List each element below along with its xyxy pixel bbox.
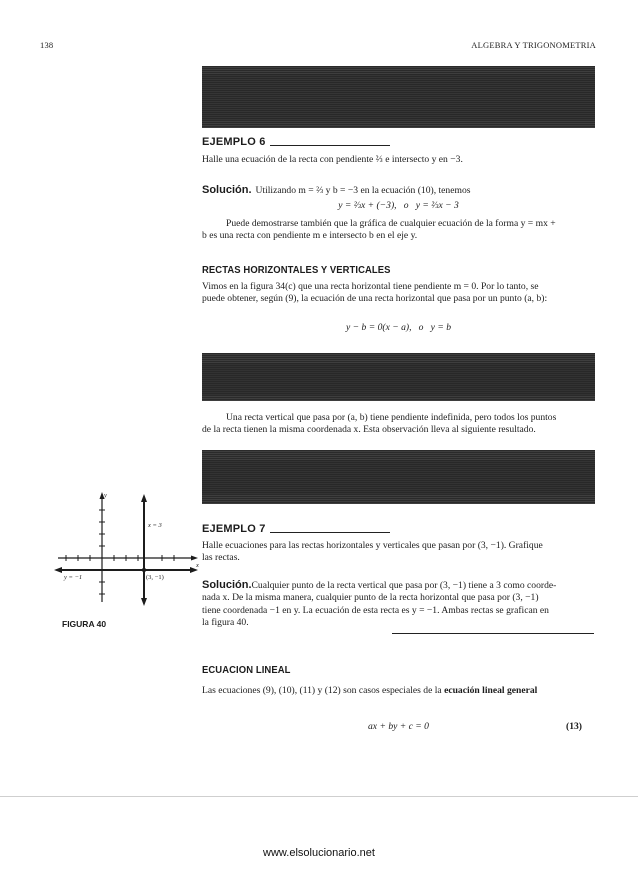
horizontal-line-2: puede obtener, según (9), la ecuación de una recta horizontal que pasa por un punto (a, b):	[202, 293, 548, 305]
intersection-point	[142, 568, 146, 572]
fig-horizontal-line-label: y = −1	[64, 574, 83, 581]
running-title: ALGEBRA Y TRIGONOMETRIA	[471, 40, 596, 50]
solution-text: Utilizando m = ⅔ y b = −3 en la ecuación (10), tenemos	[255, 185, 471, 196]
example-7-solution	[202, 578, 595, 630]
page-number: 138	[40, 40, 54, 50]
figure-40-caption: FIGURA 40	[62, 619, 107, 629]
example-7-end-rule	[392, 633, 594, 634]
x-axis-arrow-icon	[191, 556, 198, 561]
section-linear-title: ECUACION LINEAL	[202, 664, 291, 676]
horizontal-line-1: Vimos en la figura 34(c) que una recta horizontal tiene pendiente m = 0. Por lo tanto, se	[202, 281, 539, 292]
vertical-line-bottom-arrow-icon	[141, 598, 147, 606]
fig-y-label: y	[104, 492, 107, 499]
linear-text-before: Las ecuaciones (9), (10), (11) y (12) son casos especiales de la	[202, 685, 445, 696]
footer-website-link[interactable]: www.elsolucionario.net	[263, 847, 375, 859]
example-6-solution	[202, 180, 602, 198]
section-horizontal-title: RECTAS HORIZONTALES Y VERTICALES	[202, 264, 391, 276]
horizontal-line-left-arrow-icon	[54, 567, 62, 573]
example-7-title: EJEMPLO 7	[202, 523, 266, 535]
shaded-box-top	[202, 66, 595, 128]
example-6-prompt: Halle una ecuación de la recta con pendiente ⅔ e intersecto y en −3.	[202, 154, 463, 165]
shaded-box-lower	[202, 450, 595, 504]
vertical-paragraph	[202, 412, 595, 437]
fig-x-label: x	[196, 562, 199, 569]
vertical-line-top-arrow-icon	[141, 494, 147, 502]
example-7-solution-line-3: tiene coordenada −1 en y. La ecuación de esta recta es y = −1. Ambas rectas se grafican en	[202, 604, 549, 616]
figure-40-graph	[52, 490, 202, 608]
example-7-prompt-line-1: Halle ecuaciones para las rectas horizontales y verticales que pasan por (3, −1). Grafique	[202, 540, 543, 551]
note-line-2: b es una recta con pendiente m e intersecto b en el eje y.	[202, 230, 418, 242]
example-7-solution-line-2: nada x. De la misma manera, cualquier punto de la recta horizontal que pasa por (3, −1)	[202, 592, 539, 604]
example-7-rule	[270, 532, 390, 533]
linear-equation: ax + by + c = 0	[368, 721, 429, 732]
example-7-solution-line-1: Cualquier punto de la recta vertical que pasa por (3, −1) tiene a 3 como coorde-	[251, 580, 557, 591]
fig-point-label: (3, −1)	[146, 574, 164, 581]
section-linear-text	[202, 685, 602, 697]
shaded-box-middle	[202, 353, 595, 401]
vertical-line-1: Una recta vertical que pasa por (a, b) tiene pendiente indefinida, pero todos los puntos	[226, 412, 557, 423]
linear-text-bold: ecuación lineal general	[444, 685, 538, 696]
vertical-line-2: de la recta tienen la misma coordenada x. Esta observación lleva al siguiente resultado.	[202, 424, 536, 436]
linear-equation-number: (13)	[566, 721, 582, 732]
fig-vertical-line-label: x = 3	[148, 522, 162, 529]
example-6-note	[202, 218, 595, 243]
section-horizontal-text	[202, 281, 595, 306]
horizontal-equation: y − b = 0(x − a), o y = b	[345, 322, 452, 333]
scan-edge-line	[0, 796, 638, 797]
note-line-1: Puede demostrarse también que la gráfica de cualquier ecuación de la forma y = mx +	[226, 218, 556, 229]
example-6-rule	[270, 145, 390, 146]
example-7-prompt	[202, 540, 595, 565]
example-6-equation: y = ⅔x + (−3), o y = ⅔x − 3	[338, 200, 459, 211]
example-7-solution-label: Solución.	[202, 579, 252, 591]
example-6-title: EJEMPLO 6	[202, 136, 266, 148]
example-7-prompt-line-2: las rectas.	[202, 552, 240, 564]
example-7-solution-line-4: la figura 40.	[202, 617, 249, 629]
solution-label: Solución.	[202, 184, 252, 196]
